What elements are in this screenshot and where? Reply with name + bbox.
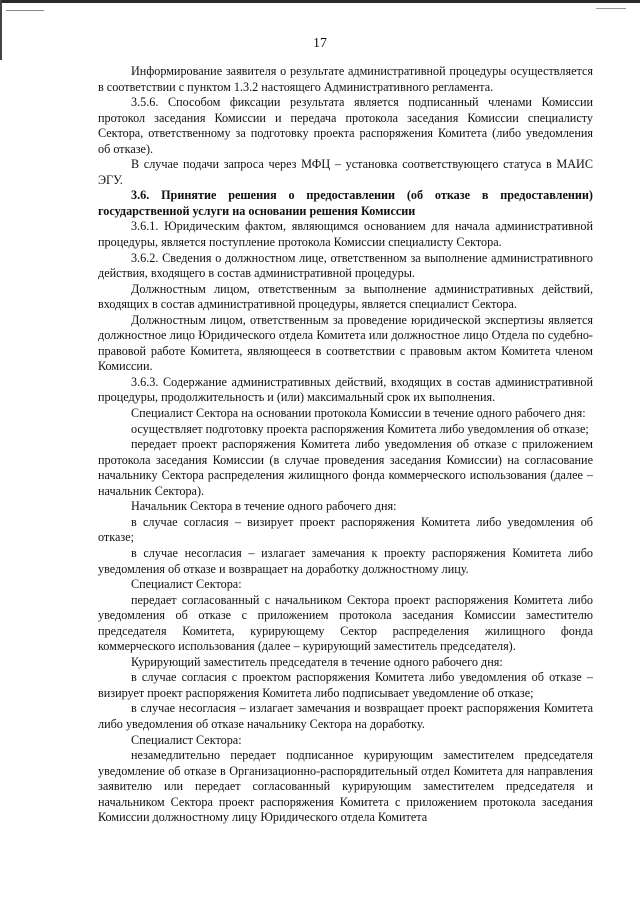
paragraph: Курирующий заместитель председателя в течение одного рабочего дня: xyxy=(131,654,503,669)
paragraph: в случае несогласия – излагает замечания и возвращает проект распоряжения Комитета либо уведомления об отказе начальнику Сектора на доработку. xyxy=(98,701,593,731)
paragraph: Начальник Сектора в течение одного рабочего дня: xyxy=(131,499,397,514)
section-heading: 3.6. Принятие решения о предоставлении (об отказе в предоставлении) государственной услуги на основании решения Комиссии xyxy=(98,188,593,218)
paragraph: Специалист Сектора: xyxy=(131,732,242,747)
document-body xyxy=(98,64,593,826)
paragraph: Специалист Сектора: xyxy=(131,577,242,592)
corner-mark xyxy=(596,8,626,9)
paragraph: Информирование заявителя о результате административной процедуры осуществляется в соответствии с пунктом 1.3.2 настоящего Административного регламента. xyxy=(98,64,593,94)
paragraph: передает проект распоряжения Комитета либо уведомления об отказе с приложением протокола заседания Комиссии (в случае проведения заседания Комиссии) на согласование начальнику Сектора распределения жилищного фонда коммерческого использования (далее – начальник Сектора). xyxy=(98,437,593,498)
paragraph: незамедлительно передает подписанное курирующим заместителем председателя уведомление об отказе в Организационно-распорядительный отдел Комитета для направления заявителю или передает согласованный курирующим заместителем председателя и начальником Сектора проект распоряжения Комитета с приложением протокола заседания Комиссии должностному лицу Юридического отдела Комитета xyxy=(98,748,593,825)
paragraph: 3.6.3. Содержание административных действий, входящих в состав административной процедуры, продолжительность и (или) максимальный срок их выполнения. xyxy=(98,374,593,405)
paragraph: Специалист Сектора на основании протокола Комиссии в течение одного рабочего дня: xyxy=(131,406,586,421)
paragraph: осуществляет подготовку проекта распоряжения Комитета либо уведомления об отказе; xyxy=(131,421,589,436)
paragraph: Должностным лицом, ответственным за проведение юридической экспертизы является должностное лицо Юридического отдела Комитета или должностное лицо Отдела по судебно-правовой работе Комитета, являющееся в соответствии с правовым актом Комитета членом Комиссии. xyxy=(98,312,593,374)
paragraph: в случае согласия с проектом распоряжения Комитета либо уведомления об отказе – визирует проект распоряжения Комитета либо подписывает уведомление об отказе; xyxy=(98,670,593,700)
paragraph: Должностным лицом, ответственным за выполнение административных действий, входящих в состав административной процедуры, является специалист Сектора. xyxy=(98,281,593,312)
paragraph: 3.6.1. Юридическим фактом, являющимся основанием для начала административной процедуры, является поступление протокола Комиссии специалисту Сектора. xyxy=(98,219,593,250)
paragraph: 3.6.2. Сведения о должностном лице, ответственном за выполнение административного действия, входящего в состав административной процедуры. xyxy=(98,250,593,281)
paragraph: передает согласованный с начальником Сектора проект распоряжения Комитета либо уведомления об отказе с приложением протокола заседания Комиссии заместителю председателя Комитета, курирующему Сектор распределения жилищного фонда коммерческого использования (далее – курирующий заместитель председателя). xyxy=(98,592,593,654)
paragraph: в случае согласия – визирует проект распоряжения Комитета либо уведомления об отказе; xyxy=(98,514,593,545)
page-number: 17 xyxy=(313,36,327,51)
paragraph: В случае подачи запроса через МФЦ – установка соответствующего статуса в МАИС ЭГУ. xyxy=(98,157,593,187)
scan-edge-top xyxy=(0,0,640,3)
paragraph: 3.5.6. Способом фиксации результата является подписанный членами Комиссии протокол заседания Комиссии и передача протокола заседания Комиссии специалисту Сектора, ответственному за подготовку проекта распоряжения Комитета (либо уведомления об отказе). xyxy=(98,95,593,156)
corner-mark xyxy=(6,10,44,11)
paragraph: в случае несогласия – излагает замечания к проекту распоряжения Комитета либо уведомления об отказе и возвращает на доработку должностному лицу. xyxy=(98,545,593,576)
